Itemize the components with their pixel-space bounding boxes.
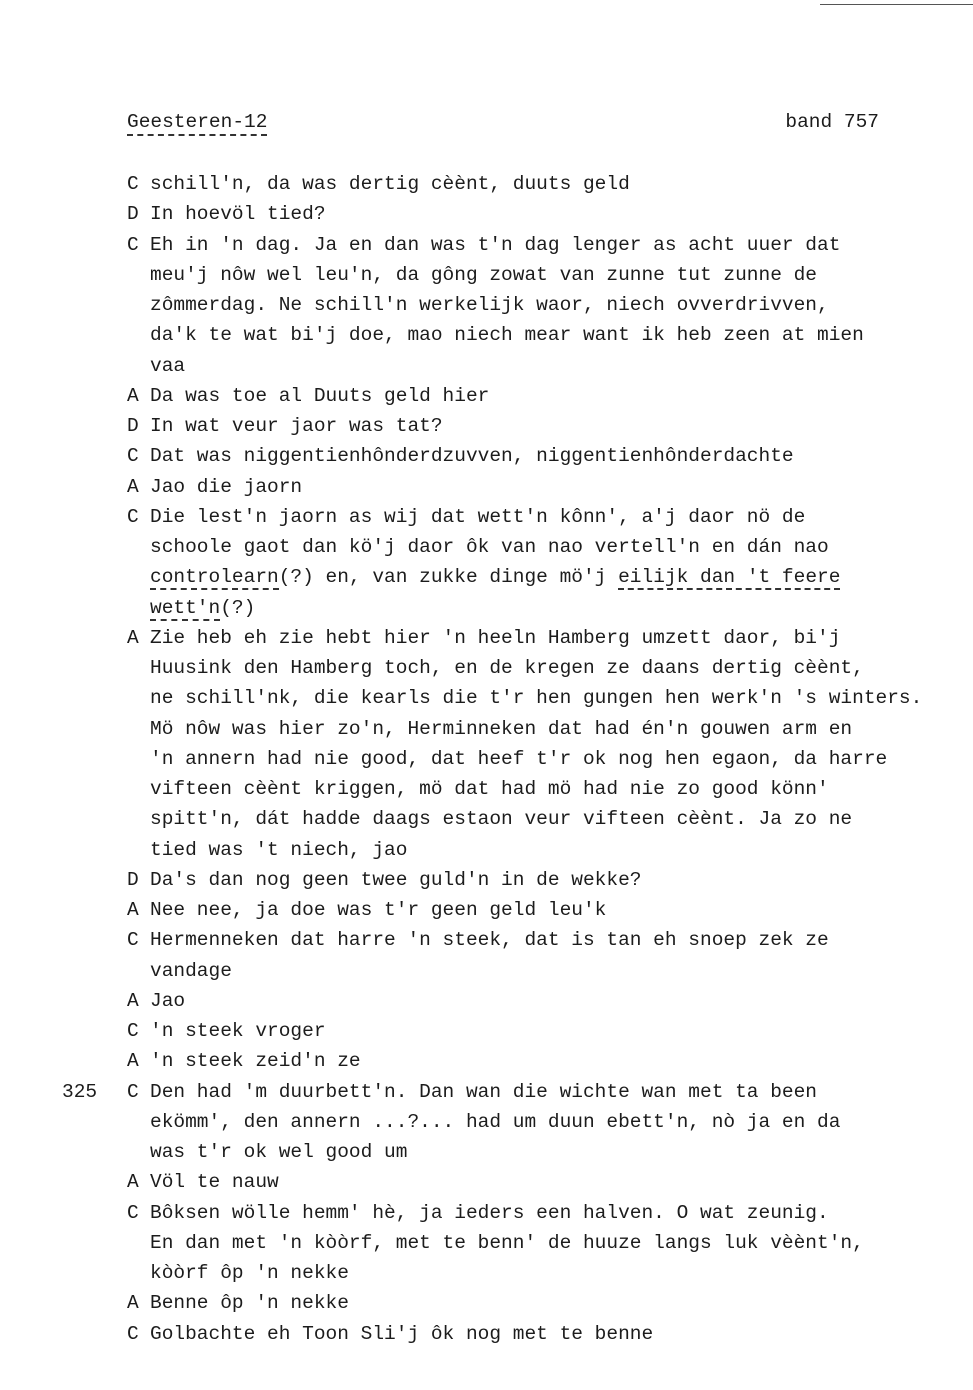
uncertain-text: eilijk dan 't feere xyxy=(618,566,841,589)
transcript-line xyxy=(0,1077,973,1107)
line-text: schoole gaot dan kö'j daor ôk van nao vertell'n en dán nao xyxy=(150,536,829,558)
transcript-line xyxy=(0,956,973,986)
text-segment: (?) en, van zukke dinge mö'j xyxy=(278,566,619,589)
transcript-line xyxy=(0,381,973,411)
speaker-label: A xyxy=(127,989,139,1012)
line-number: 325 xyxy=(62,1080,98,1103)
transcript-line xyxy=(0,623,973,653)
transcript-line xyxy=(0,320,973,350)
speaker-label: A xyxy=(127,626,139,649)
line-text: Da was toe al Duuts geld hier xyxy=(150,384,490,407)
speaker-label: C xyxy=(127,1322,139,1345)
transcript-line xyxy=(0,441,973,471)
line-text: was t'r ok wel good um xyxy=(150,1141,408,1163)
line-text: Benne ôp 'n nekke xyxy=(150,1292,349,1315)
line-text: 'n steek zeid'n ze xyxy=(150,1050,361,1073)
speaker-label: C xyxy=(127,929,139,952)
speaker-label: D xyxy=(127,415,139,437)
transcript-line xyxy=(0,1137,973,1167)
line-text: Jao xyxy=(150,989,186,1012)
tape-number: band 757 xyxy=(785,111,879,133)
speaker-label: C xyxy=(127,1201,139,1224)
uncertain-text: wett'n xyxy=(150,596,221,619)
transcript-line xyxy=(0,653,973,683)
line-text: Jao die jaorn xyxy=(150,475,303,498)
line-text: da'k te wat bi'j doe, mao niech mear want ik heb zeen at mien xyxy=(150,324,864,347)
line-text: zômmerdag. Ne schill'n werkelijk waor, niech ovverdrivven, xyxy=(150,294,829,316)
transcript-line xyxy=(0,1198,973,1228)
line-text: Zie heb eh zie hebt hier 'n heeln Hamberg umzett daor, bi'j xyxy=(150,626,841,649)
transcript-line xyxy=(0,290,973,320)
transcript xyxy=(0,169,973,1349)
line-text: schill'n, da was dertig cèènt, duuts geld xyxy=(150,173,630,195)
line-text: ekömm', den annern ...?... had um duun ebett'n, nò ja en da xyxy=(150,1110,841,1133)
line-text: Golbachte eh Toon Sli'j ôk nog met te benne xyxy=(150,1322,654,1345)
speaker-label: C xyxy=(127,1080,139,1103)
line-text: Den had 'm duurbett'n. Dan wan die wichte wan met ta been xyxy=(150,1080,818,1103)
transcript-line xyxy=(0,593,973,623)
line-text: Bôksen wölle hemm' hè, ja ieders een halven. O wat zeunig. xyxy=(150,1201,829,1224)
line-text: Eh in 'n dag. Ja en dan was t'n dag lenger as acht uuer dat xyxy=(150,233,841,256)
line-text: 'n annern had nie good, dat heef t'r ok nog hen egaon, da harre xyxy=(150,747,888,770)
line-text: 'n steek vroger xyxy=(150,1020,326,1042)
top-rule xyxy=(820,4,973,5)
line-text xyxy=(150,593,255,623)
line-text: En dan met 'n kòòrf, met te benn' de huuze langs luk vèènt'n, xyxy=(150,1231,864,1254)
transcript-line xyxy=(0,472,973,502)
speaker-label: A xyxy=(127,899,139,921)
transcript-line xyxy=(0,260,973,290)
transcript-line xyxy=(0,169,973,199)
speaker-label: C xyxy=(127,233,139,256)
speaker-label: A xyxy=(127,1050,139,1073)
speaker-label: D xyxy=(127,868,139,891)
transcript-line xyxy=(0,230,973,260)
transcript-line xyxy=(0,1046,973,1076)
transcript-line xyxy=(0,1228,973,1258)
line-text: In hoevöl tied? xyxy=(150,203,326,226)
transcript-line xyxy=(0,1288,973,1318)
speaker-label: A xyxy=(127,384,139,407)
text-segment: (?) xyxy=(220,596,256,619)
speaker-label: C xyxy=(127,445,139,468)
transcript-line xyxy=(0,411,973,441)
line-text: vifteen cèènt kriggen, mö dat had mö had nie zo good könn' xyxy=(150,778,829,800)
line-text: tied was 't niech, jao xyxy=(150,838,408,861)
transcript-line xyxy=(0,774,973,804)
line-text xyxy=(150,562,840,592)
transcript-line xyxy=(0,1319,973,1349)
transcript-line xyxy=(0,895,973,925)
speaker-label: A xyxy=(127,1171,139,1194)
speaker-label: A xyxy=(127,1292,139,1315)
speaker-label: C xyxy=(127,1020,139,1042)
speaker-label: A xyxy=(127,475,139,498)
transcript-line xyxy=(0,744,973,774)
transcript-line xyxy=(0,1107,973,1137)
line-text: spitt'n, dát hadde daags estaon veur vifteen cèènt. Ja zo ne xyxy=(150,808,853,831)
line-text: Huusink den Hamberg toch, en de kregen ze daans dertig cèènt, xyxy=(150,657,864,679)
line-text: kòòrf ôp 'n nekke xyxy=(150,1262,349,1284)
transcript-line xyxy=(0,683,973,713)
location-label: Geesteren-12 xyxy=(127,111,267,136)
line-text: Da's dan nog geen twee guld'n in de wekke? xyxy=(150,868,642,891)
page-header xyxy=(127,111,879,137)
transcript-line xyxy=(0,1258,973,1288)
transcript-line xyxy=(0,986,973,1016)
transcript-line xyxy=(0,835,973,865)
line-text: meu'j nôw wel leu'n, da gông zowat van zunne tut zunne de xyxy=(150,263,818,286)
transcript-line xyxy=(0,1167,973,1197)
transcript-line xyxy=(0,1016,973,1046)
transcript-line xyxy=(0,502,973,532)
line-text: vandage xyxy=(150,959,232,982)
line-text: ne schill'nk, die kearls die t'r hen gungen hen werk'n 's winters. xyxy=(150,687,923,710)
line-text: vaa xyxy=(150,354,186,377)
transcript-line xyxy=(0,199,973,229)
speaker-label: C xyxy=(127,173,139,195)
transcript-line xyxy=(0,562,973,592)
transcript-line xyxy=(0,925,973,955)
transcript-line xyxy=(0,714,973,744)
line-text: Mö nôw was hier zo'n, Herminneken dat had én'n gouwen arm en xyxy=(150,717,853,740)
line-text: Hermenneken dat harre 'n steek, dat is tan eh snoep zek ze xyxy=(150,929,829,952)
uncertain-text: controlearn xyxy=(150,566,279,589)
line-text: Dat was niggentienhônderdzuvven, niggentienhônderdachte xyxy=(150,445,794,468)
line-text: Die lest'n jaorn as wij dat wett'n kônn', a'j daor nö de xyxy=(150,505,806,528)
line-text: In wat veur jaor was tat? xyxy=(150,415,443,437)
transcript-line xyxy=(0,865,973,895)
speaker-label: C xyxy=(127,505,139,528)
line-text: Völ te nauw xyxy=(150,1171,279,1194)
speaker-label: D xyxy=(127,203,139,226)
line-text: Nee nee, ja doe was t'r geen geld leu'k xyxy=(150,899,607,921)
transcript-line xyxy=(0,351,973,381)
transcript-line xyxy=(0,532,973,562)
transcript-line xyxy=(0,804,973,834)
